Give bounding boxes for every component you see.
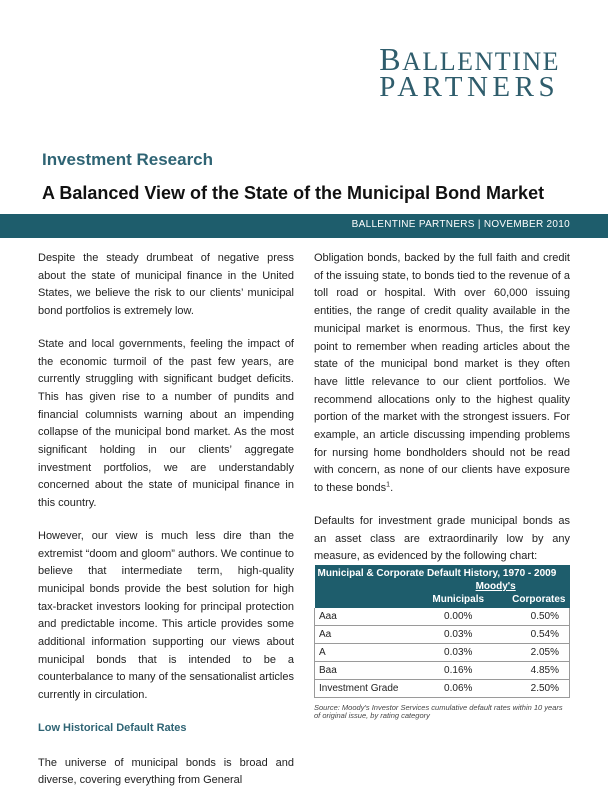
page-title: A Balanced View of the State of the Municipal Bond Market: [42, 183, 545, 203]
publication-meta: BALLENTINE PARTNERS | NOVEMBER 2010: [351, 219, 570, 230]
table-row: [315, 608, 570, 626]
corporates-cell: 4.85%: [495, 662, 570, 680]
paragraph: The universe of municipal bonds is broad and diverse, covering everything from General: [38, 756, 294, 787]
footnote-marker[interactable]: 1: [386, 481, 391, 489]
left-column: [38, 250, 294, 805]
table-row: [315, 644, 570, 662]
paragraph: However, our view is much less dire than the extremist “doom and gloom” authors. We continue to believe that intermediate term, high-quality municipal bonds provide the best solution for high tax-bracket investors looking for principal protection and predictable income. This article provides some additional information supporting our views about municipal bonds that is intended to be a counterbalance to many of the sensationalist articles currently in circulation.: [38, 529, 294, 702]
header-band: [0, 214, 608, 238]
table-header-blank: [315, 592, 422, 608]
paragraph: Despite the steady drumbeat of negative press about the state of municipal finance in the United States, we believe the risk to our clients’ municipal bond portfolios is extremely low.: [38, 252, 294, 318]
subheading-default-rates: Low Historical Default Rates: [38, 721, 187, 734]
paragraph: State and local governments, feeling the impact of the economic turmoil of the past few years, are currently struggling with significant budget deficits. This has given rise to a number of pundits and financial columnists warning about an impending collapse of the municipal bond market. As the most significant holding in our clients’ aggregate investment portfolios, we are understandably concerned about the state of municipal finance in this country.: [38, 337, 294, 510]
paragraph: Defaults for investment grade municipal bonds as an asset class are extraordinarily low by any measure, as evidenced by the following chart:: [314, 514, 570, 563]
municipals-cell: 0.06%: [422, 680, 495, 698]
municipals-cell: 0.03%: [422, 644, 495, 662]
table-row: [315, 662, 570, 680]
municipals-cell: 0.16%: [422, 662, 495, 680]
table-title: Municipal & Corporate Default History, 1970 - 2009: [315, 565, 570, 581]
rating-cell: Investment Grade: [315, 680, 422, 698]
paragraph: Obligation bonds, backed by the full faith and credit of the issuing state, to bonds tied to the revenue of a toll road or hospital. With over 60,000 issuing entities, the range of credit quality available in the municipal market is enormous. Thus, the first key point to remember when reading articles about the state of the municipal bond market is they often have little relevance to our client portfolios. We recommend allocations only to the highest quality portion of the market with the strongest issuers. For example, an article discussing impending problems for nursing home bondholders should not be read with concern, as none of our clients have exposure to these bonds$^1$.: [314, 252, 570, 495]
table-group-header: Moody's: [422, 581, 570, 592]
corporates-cell: 2.05%: [495, 644, 570, 662]
table-row: [315, 626, 570, 644]
right-column: [314, 250, 570, 581]
company-logo: [379, 41, 560, 103]
corporates-cell: 0.54%: [495, 626, 570, 644]
rating-cell: Baa: [315, 662, 422, 680]
table-source-note: Source: Moody's Investor Services cumulative default rates within 10 years of original issue, by rating category: [314, 703, 563, 720]
municipals-cell: 0.00%: [422, 608, 495, 626]
logo-line-2: PARTNERS: [379, 71, 560, 103]
default-history-table: [314, 565, 570, 720]
rating-cell: Aa: [315, 626, 422, 644]
logo-line-1: BALLENTINE: [379, 41, 560, 77]
table-header-blank: [315, 581, 422, 592]
corporates-cell: 0.50%: [495, 608, 570, 626]
municipals-cell: 0.03%: [422, 626, 495, 644]
rating-cell: Aaa: [315, 608, 422, 626]
rating-cell: A: [315, 644, 422, 662]
corporates-cell: 2.50%: [495, 680, 570, 698]
table-row: [315, 680, 570, 698]
section-title: Investment Research: [42, 150, 214, 169]
column-header-corporates: Corporates: [495, 592, 570, 608]
column-header-municipals: Municipals: [422, 592, 495, 608]
